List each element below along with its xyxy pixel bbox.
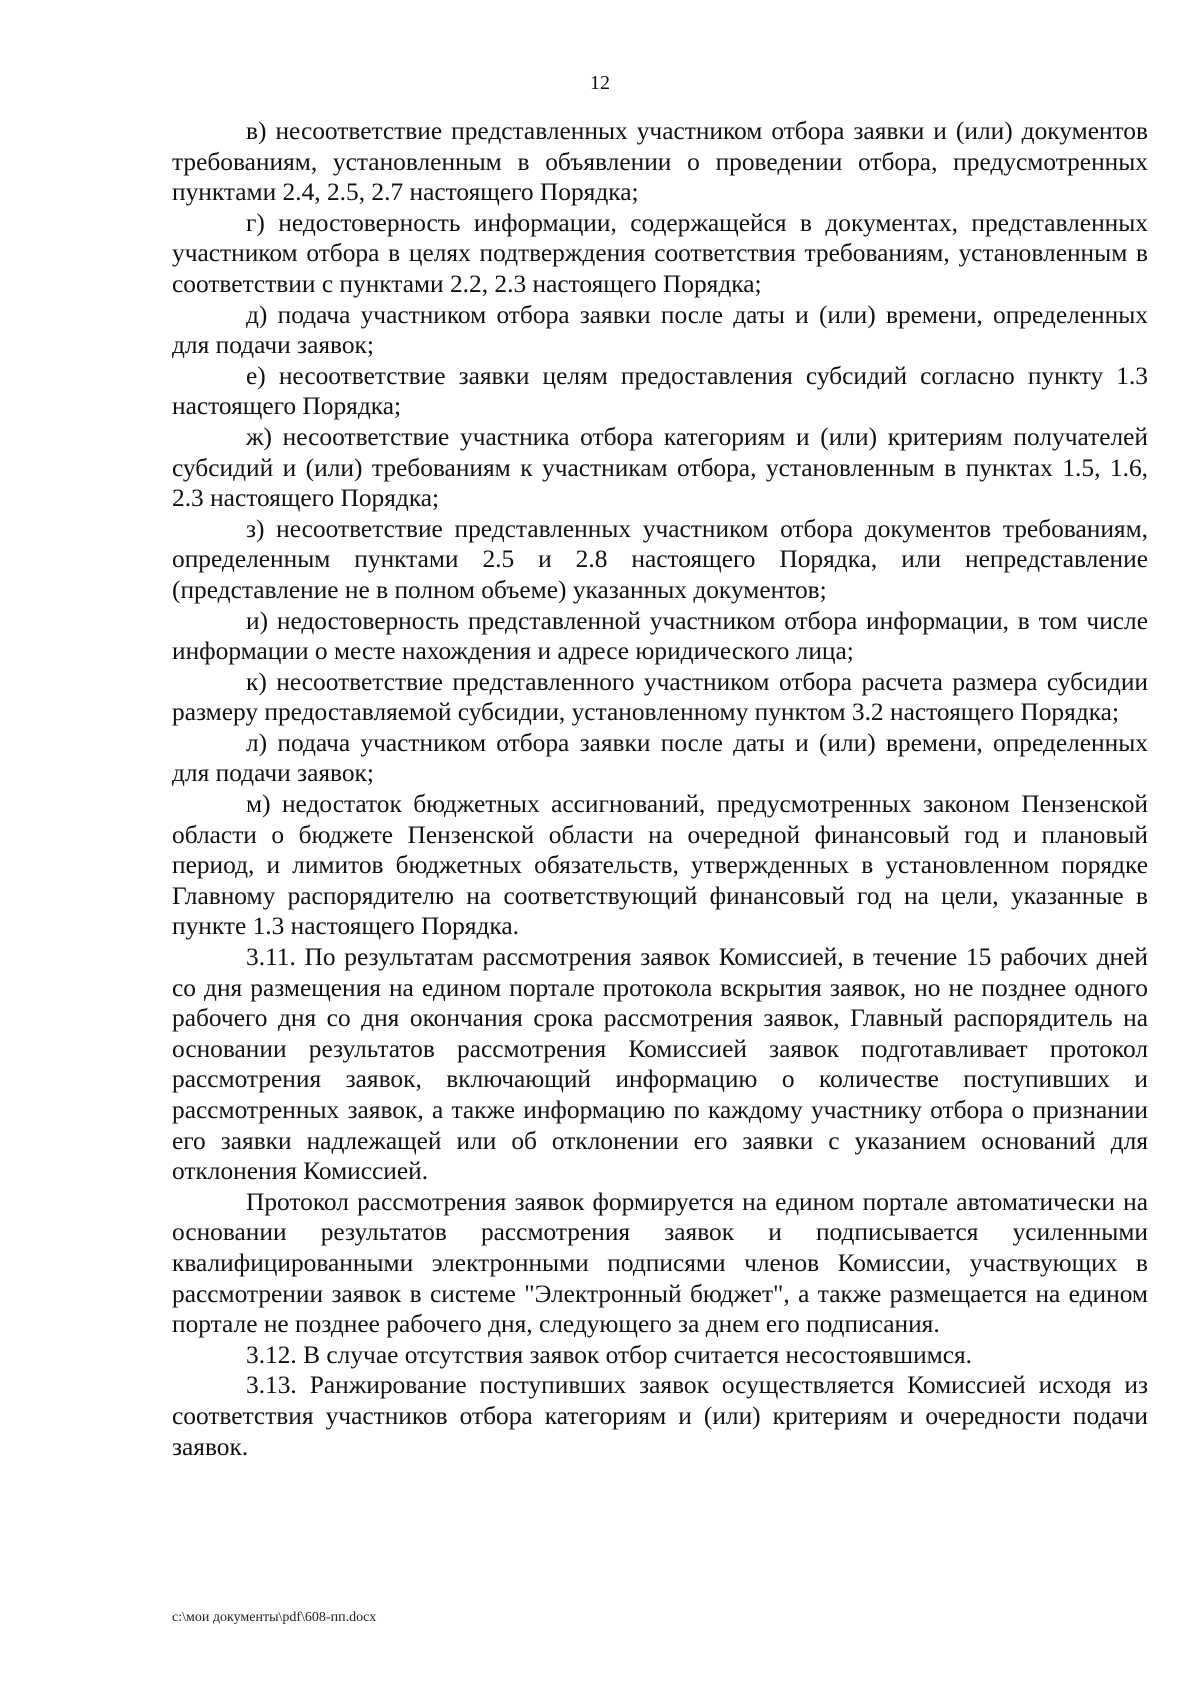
- file-path-footer: c:\мои документы\pdf\608-пп.docx: [172, 1610, 377, 1625]
- paragraph-item-m: м) недостаток бюджетных ассигнований, предусмотренных законом Пензенской области о бюджете Пензенской области на очередной финансовый год и плановый период, и лимитов бюджетных обязательств, утвержденных в установленном порядке Главному распорядителю на соответствующий финансовый год на цели, указанные в пункте 1.3 настоящего Порядка.: [172, 790, 1148, 941]
- paragraph-item-k: к) несоответствие представленного участником отбора расчета размера субсидии размеру предоставляемой субсидии, установленному пунктом 3.2 настоящего Порядка;: [172, 667, 1148, 727]
- paragraph-3-12: 3.12. В случае отсутствия заявок отбор считается несостоявшимся.: [246, 1340, 973, 1369]
- paragraph-protocol: Протокол рассмотрения заявок формируется на едином портале автоматически на основании результатов рассмотрения заявок и подписывается усиленными квалифицированными электронными подписями членов Комиссии, участвующих в рассмотрении заявок в системе "Электронный бюджет", а также размещается на едином портале не позднее рабочего дня, следующего за днем его подписания.: [172, 1187, 1148, 1339]
- paragraph-item-zh: ж) несоответствие участника отбора категориям и (или) критериям получателей субсидий и (или) требованиям к участникам отбора, установленным в пунктах 1.5, 1.6, 2.3 настоящего Порядка;: [172, 422, 1148, 513]
- paragraph-item-l: л) подача участником отбора заявки после даты и (или) времени, определенных для подачи заявок;: [172, 728, 1148, 788]
- paragraph-item-d: д) подача участником отбора заявки после даты и (или) времени, определенных для подачи заявок;: [172, 300, 1148, 360]
- document-body: [172, 116, 1148, 1462]
- paragraph-item-v: в) несоответствие представленных участником отбора заявки и (или) документов требованиям, установленным в объявлении о проведении отбора, предусмотренных пунктами 2.4, 2.5, 2.7 настоящего Порядка;: [172, 117, 1148, 207]
- paragraph-item-g: г) недостоверность информации, содержащейся в документах, представленных участником отбора в целях подтверждения соответствия требованиям, установленным в соответствии с пунктами 2.2, 2.3 настоящего Порядка;: [172, 208, 1148, 298]
- paragraph-item-i: и) недостоверность представленной участником отбора информации, в том числе информации о месте нахождения и адресе юридического лица;: [172, 606, 1148, 666]
- page-number: 12: [590, 72, 610, 94]
- paragraph-3-13: 3.13. Ранжирование поступивших заявок осуществляется Комиссией исходя из соответствия участников отбора категориям и (или) критериям и очередности подачи заявок.: [172, 1371, 1148, 1461]
- paragraph-item-z: з) несоответствие представленных участником отбора документов требованиям, определенным пунктами 2.5 и 2.8 настоящего Порядка, или непредставление (представление не в полном объеме) указанных документов;: [172, 514, 1148, 604]
- paragraph-item-e: е) несоответствие заявки целям предоставления субсидий согласно пункту 1.3 настоящего Порядка;: [172, 361, 1148, 421]
- paragraph-3-11: 3.11. По результатам рассмотрения заявок Комиссией, в течение 15 рабочих дней со дня размещения на едином портале протокола вскрытия заявок, но не позднее одного рабочего дня со дня окончания срока рассмотрения заявок, Главный распорядитель на основании результатов рассмотрения Комиссией заявок подготавливает протокол рассмотрения заявок, включающий информацию о количестве поступивших и рассмотренных заявок, а также информацию по каждому участнику отбора о признании его заявки надлежащей или об отклонении его заявки с указанием оснований для отклонения Комиссией.: [172, 943, 1148, 1186]
